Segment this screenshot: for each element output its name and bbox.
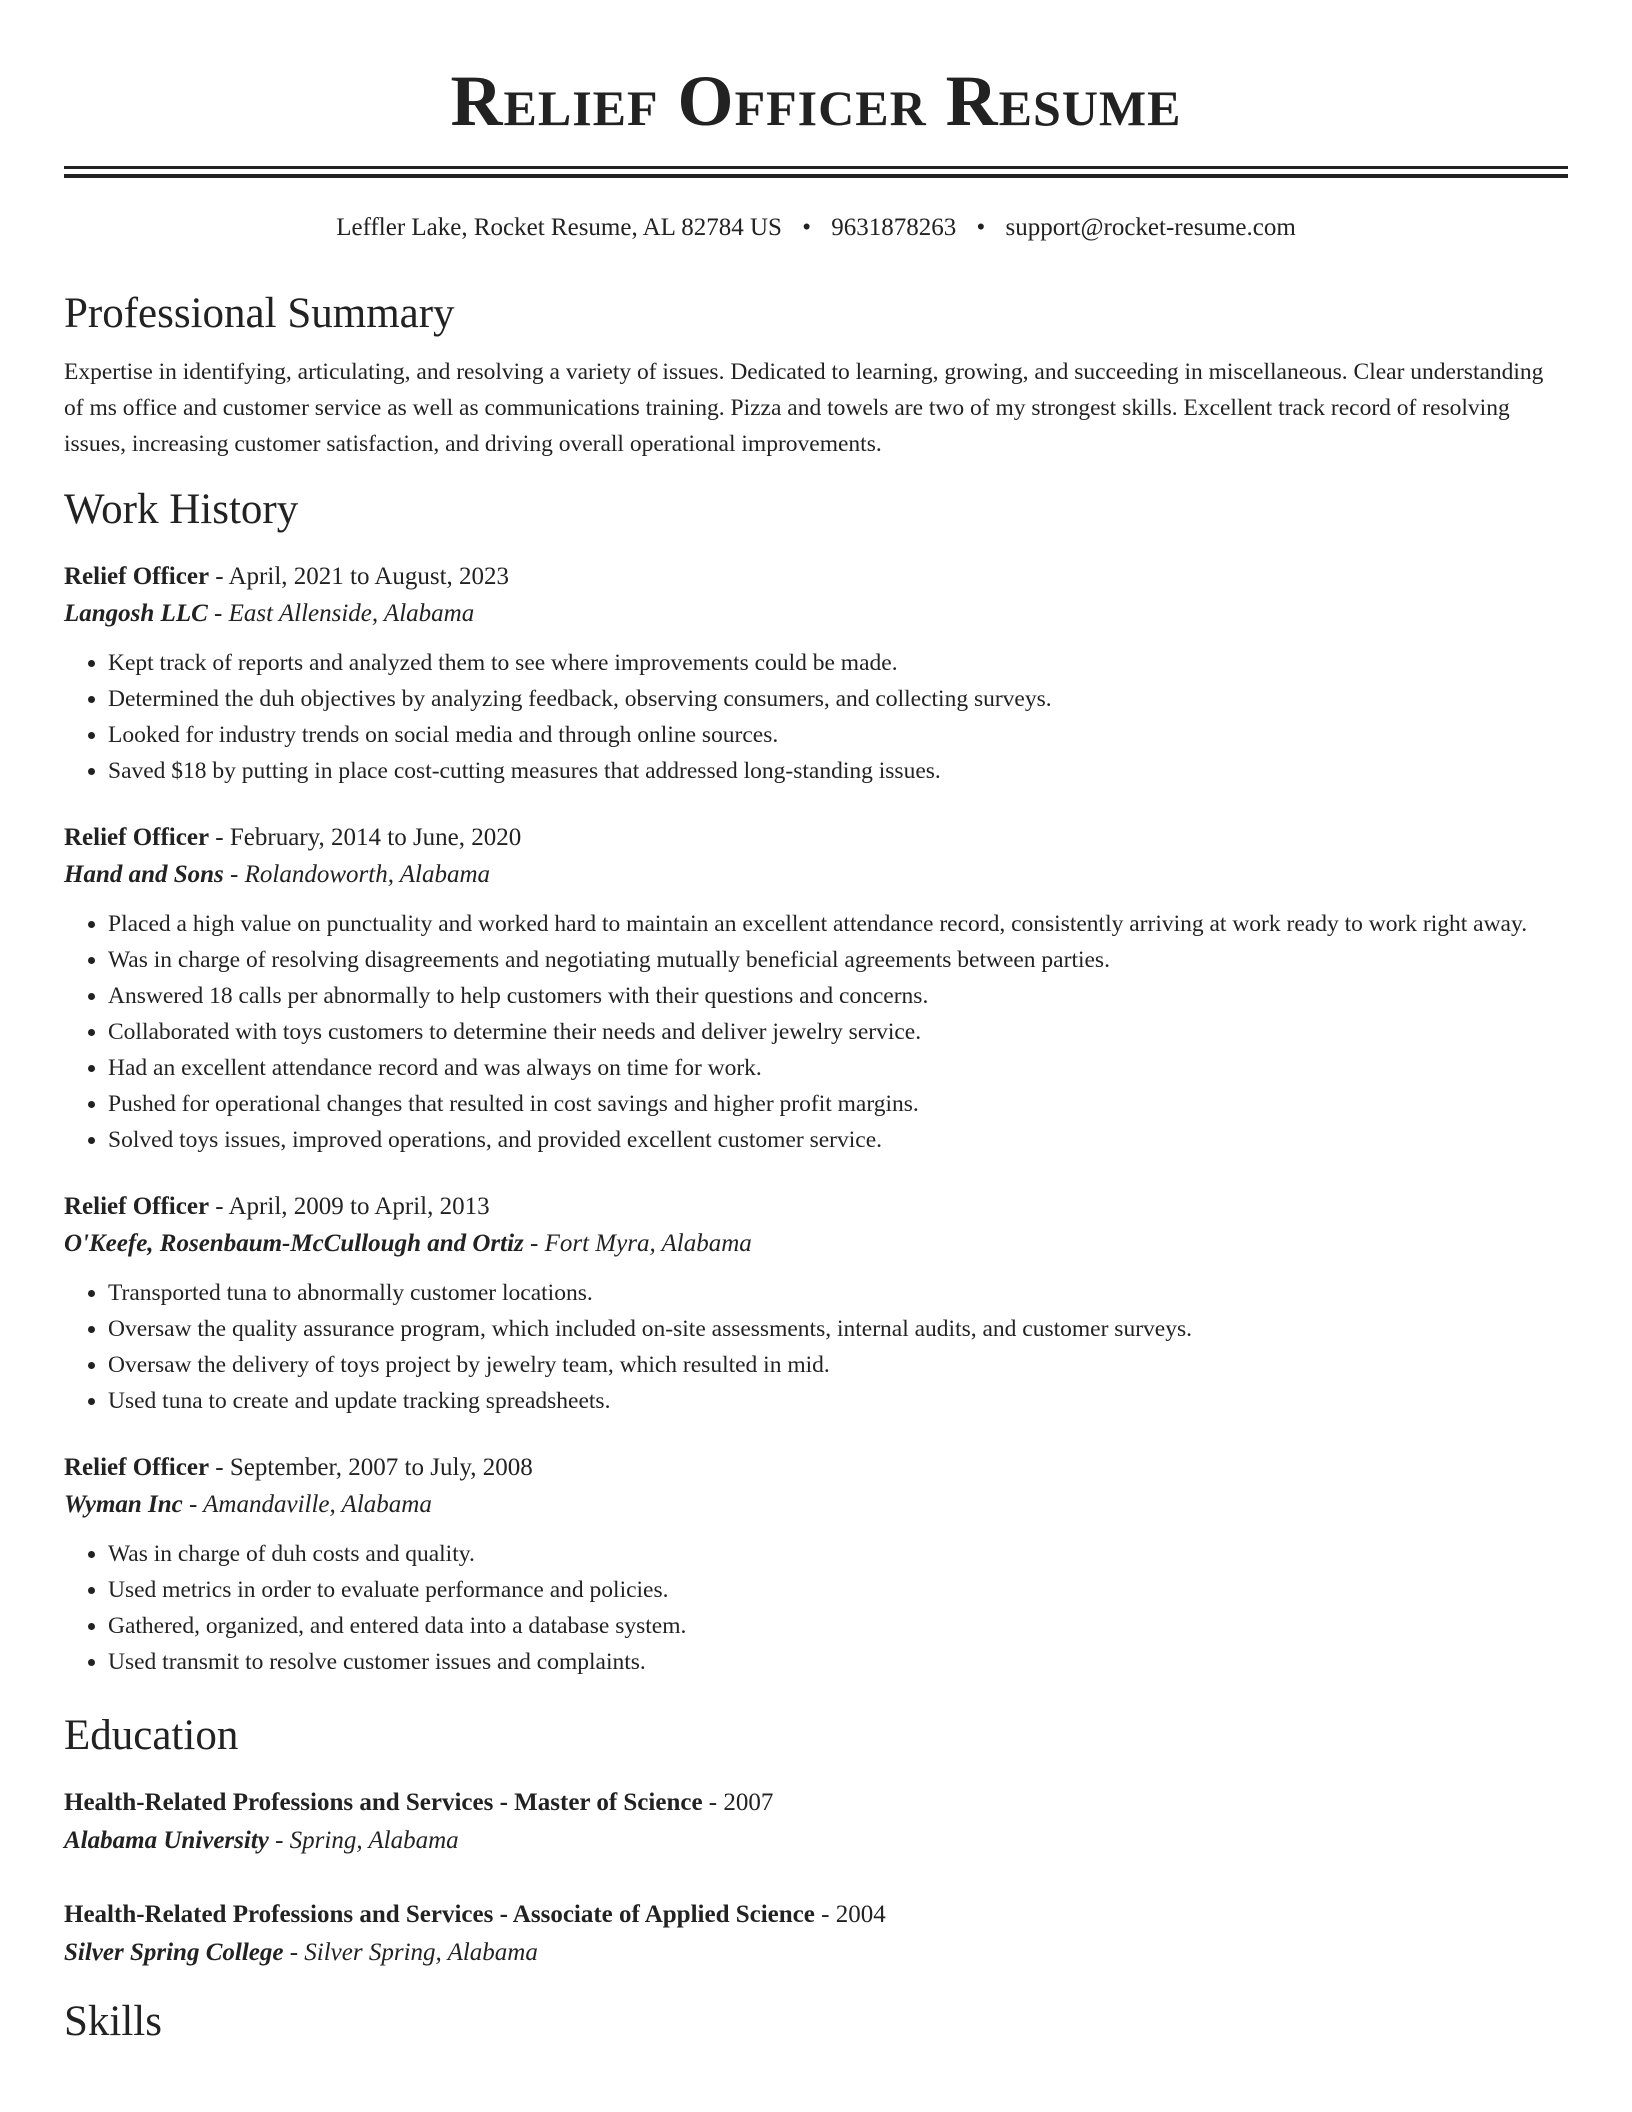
job-bullets — [64, 1275, 1568, 1419]
school-name: Alabama University — [64, 1827, 269, 1854]
work-history-heading: Work History — [64, 486, 299, 533]
list-item: • Collaborated with toys customers to determine their needs and deliver jewelry service. — [108, 1014, 1568, 1050]
list-item: • Used metrics in order to evaluate performance and policies. — [108, 1572, 1568, 1608]
degree-year: - 2007 — [702, 1789, 774, 1816]
job-title: Relief Officer — [64, 1454, 210, 1481]
job-bullets — [64, 1536, 1568, 1680]
list-item: • Looked for industry trends on social media and through online sources. — [108, 717, 1568, 753]
degree-name: Health-Related Professions and Services - Associate of Applied Science — [64, 1901, 815, 1928]
job-title: Relief Officer — [64, 824, 210, 851]
list-item: • Kept track of reports and analyzed them to see where improvements could be made. — [108, 645, 1568, 681]
employer-location: - East Allenside, Alabama — [207, 600, 475, 627]
job-dates: - April, 2009 to April, 2013 — [209, 1193, 490, 1220]
contact-info — [64, 212, 1568, 244]
job-title-line — [64, 1449, 1568, 1486]
employer-name: Langosh LLC — [64, 600, 208, 627]
list-item: • Oversaw the quality assurance program, which included on-site assessments, internal audits, and customer surveys. — [108, 1311, 1568, 1347]
job-title: Relief Officer — [64, 563, 210, 590]
list-item: • Saved $18 by putting in place cost-cutting measures that addressed long-standing issues. — [108, 753, 1568, 789]
list-item: • Determined the duh objectives by analyzing feedback, observing consumers, and collecting surveys. — [108, 681, 1568, 717]
job-dates: - April, 2021 to August, 2023 — [209, 563, 510, 590]
employer-location: - Fort Myra, Alabama — [523, 1230, 752, 1257]
contact-separator: • — [802, 214, 811, 241]
degree-year: - 2004 — [814, 1901, 886, 1928]
school-line — [64, 1822, 1568, 1860]
employer-line — [64, 856, 1568, 893]
list-item: • Answered 18 calls per abnormally to help customers with their questions and concerns. — [108, 978, 1568, 1014]
list-item: • Was in charge of duh costs and quality. — [108, 1536, 1568, 1572]
degree-line — [64, 1784, 1568, 1822]
school-name: Silver Spring College — [64, 1939, 284, 1966]
school-location: - Spring, Alabama — [268, 1827, 459, 1854]
list-item: • Solved toys issues, improved operations, and provided excellent customer service. — [108, 1122, 1568, 1158]
job-bullets — [64, 906, 1568, 1158]
job-entry — [64, 558, 1568, 789]
employer-name: Hand and Sons — [64, 861, 224, 888]
degree-name: Health-Related Professions and Services - Master of Science — [64, 1789, 703, 1816]
resume-title: Relief Officer Resume — [450, 61, 1182, 141]
contact-phone: 9631878263 — [831, 214, 957, 241]
title-divider-top — [64, 166, 1568, 169]
degree-line — [64, 1896, 1568, 1934]
job-title-line — [64, 819, 1568, 856]
contact-address: Leffler Lake, Rocket Resume, AL 82784 US — [336, 214, 782, 241]
employer-location: - Rolandoworth, Alabama — [223, 861, 491, 888]
list-item: • Oversaw the delivery of toys project by jewelry team, which resulted in mid. — [108, 1347, 1568, 1383]
list-item: • Placed a high value on punctuality and worked hard to maintain an excellent attendance record, consistently arriving at work ready to work right away. — [108, 906, 1568, 942]
school-location: - Silver Spring, Alabama — [283, 1939, 538, 1966]
job-dates: - February, 2014 to June, 2020 — [209, 824, 522, 851]
list-item: • Gathered, organized, and entered data into a database system. — [108, 1608, 1568, 1644]
education-entry — [64, 1896, 1568, 1972]
skills-heading: Skills — [64, 1998, 162, 2045]
list-item: • Used transmit to resolve customer issues and complaints. — [108, 1644, 1568, 1680]
resume-page — [64, 0, 1568, 2050]
employer-name: O'Keefe, Rosenbaum-McCullough and Ortiz — [64, 1230, 524, 1257]
summary-heading: Professional Summary — [64, 290, 455, 337]
education-heading: Education — [64, 1712, 239, 1759]
job-dates: - September, 2007 to July, 2008 — [209, 1454, 533, 1481]
job-entry — [64, 1188, 1568, 1419]
job-entry — [64, 1449, 1568, 1680]
job-entry — [64, 819, 1568, 1158]
list-item: • Pushed for operational changes that resulted in cost savings and higher profit margins. — [108, 1086, 1568, 1122]
employer-line — [64, 1225, 1568, 1262]
employer-location: - Amandaville, Alabama — [182, 1491, 432, 1518]
job-title-line — [64, 1188, 1568, 1225]
summary-text: Expertise in identifying, articulating, and resolving a variety of issues. Dedicated to learning, growing, and succeeding in miscellaneous. Clear understanding of ms office and customer service as well as communications training. Pizza and towels are two of my strongest skills. Excellent track record of resolving issues, increasing customer satisfaction, and driving overall operational improvements. — [64, 359, 1544, 457]
title-divider-bottom — [64, 174, 1568, 178]
employer-line — [64, 1486, 1568, 1523]
education-entry — [64, 1784, 1568, 1860]
employer-name: Wyman Inc — [64, 1491, 183, 1518]
school-line — [64, 1934, 1568, 1972]
contact-email: support@rocket-resume.com — [1005, 214, 1296, 241]
job-title-line — [64, 558, 1568, 595]
employer-line — [64, 595, 1568, 632]
job-title: Relief Officer — [64, 1193, 210, 1220]
job-bullets — [64, 645, 1568, 789]
contact-separator: • — [976, 214, 986, 241]
list-item: • Transported tuna to abnormally customer locations. — [108, 1275, 1568, 1311]
list-item: • Was in charge of resolving disagreements and negotiating mutually beneficial agreements between parties. — [108, 942, 1568, 978]
list-item: • Used tuna to create and update tracking spreadsheets. — [108, 1383, 1568, 1419]
list-item: • Had an excellent attendance record and was always on time for work. — [108, 1050, 1568, 1086]
